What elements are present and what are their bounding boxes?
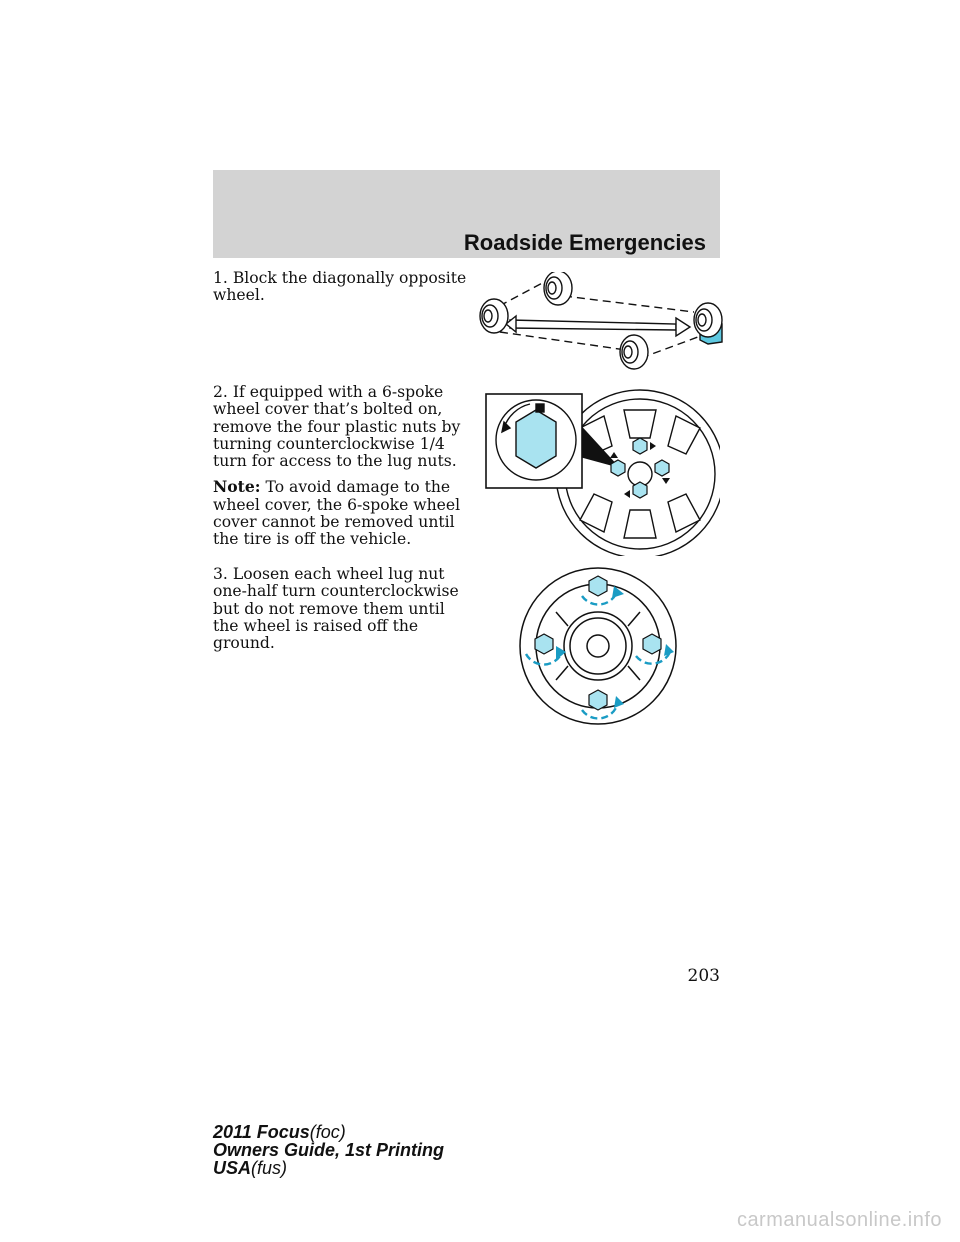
rear-left-wheel (480, 299, 508, 333)
footer-model-code: (foc) (309, 1122, 346, 1142)
footer-line-1 (213, 1123, 444, 1141)
footer (213, 1123, 444, 1177)
step-2-text: 2. If equipped with a 6-spoke wheel cover that’s bolted on, remove the four plastic nuts by turning counterclockwise 1/4 turn for access to the lug nuts. (213, 383, 461, 471)
step-1-text: 1. Block the diagonally opposite wheel. (213, 269, 467, 305)
footer-market: USA (213, 1158, 252, 1178)
rear-right-wheel (620, 335, 648, 369)
section-title: Roadside Emergencies (463, 230, 706, 255)
note (213, 478, 469, 548)
step-3 (213, 566, 469, 652)
lug-nut-loosening-diagram (516, 566, 680, 730)
step-1 (213, 270, 469, 305)
footer-line-3 (213, 1159, 444, 1177)
wheel-cover-nut-removal-diagram (484, 388, 720, 556)
note-text: To avoid damage to the wheel cover, the 6-spoke wheel cover cannot be removed until the tire is off the vehicle. (213, 478, 461, 549)
footer-market-code: (fus) (251, 1158, 288, 1178)
step-2 (213, 384, 469, 549)
front-left-wheel (544, 272, 572, 305)
diagonal-wheel-block-diagram (476, 272, 726, 372)
step-3-text: 3. Loosen each wheel lug nut one-half turn counterclockwise but do not remove them until the wheel is raised off the ground. (213, 565, 459, 653)
footer-line-2: Owners Guide, 1st Printing (213, 1140, 445, 1160)
note-label: Note: (213, 477, 261, 497)
footer-model: 2011 Focus (213, 1122, 310, 1142)
watermark: carmanualsonline.info (736, 1209, 942, 1231)
blocked-wheel (694, 303, 722, 344)
page-number: 203 (687, 966, 720, 986)
section-header-band (213, 170, 720, 258)
